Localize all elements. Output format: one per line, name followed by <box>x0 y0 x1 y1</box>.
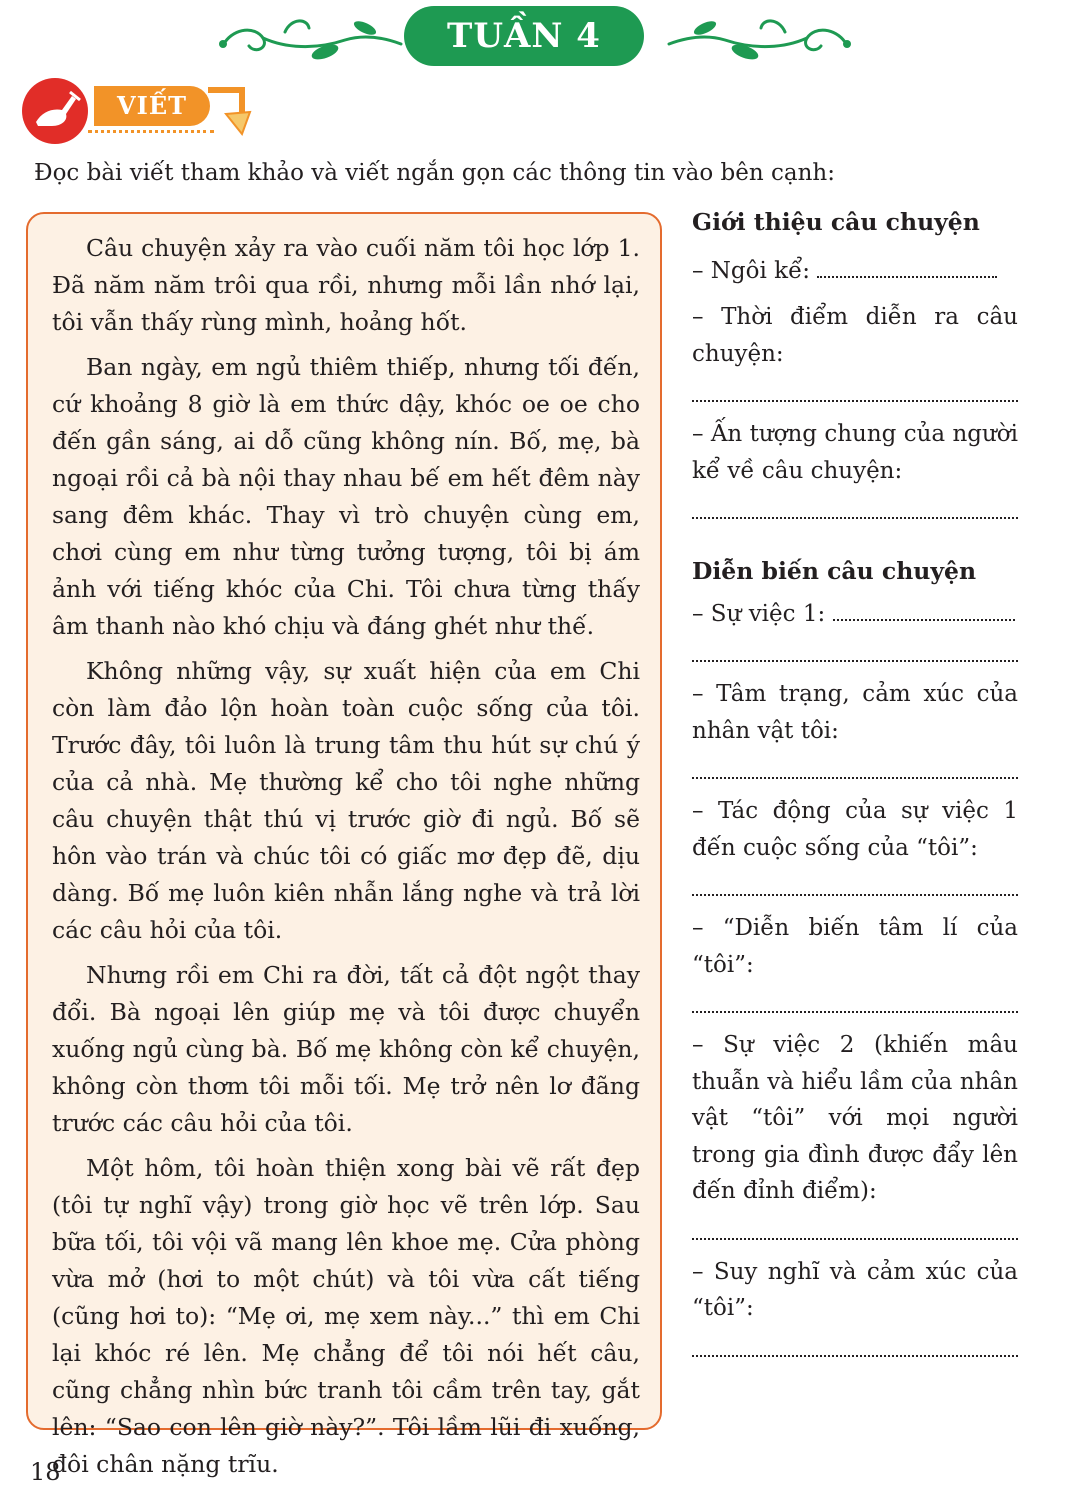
story-paragraph: Nhưng rồi em Chi ra đời, tất cả đột ngột thay đổi. Bà ngoại lên giúp mẹ và tôi được chuyển xuống ngủ cùng bà. Bố mẹ không còn kể chuyện, không còn thơm tôi mỗi tối. Mẹ trở nên lơ đãng trước các câu hỏi của tôi. <box>52 961 640 1137</box>
week-title: TUẦN 4 <box>404 6 644 66</box>
narrator-prompt <box>692 253 1018 290</box>
story-paragraph: Câu chuyện xảy ra vào cuối năm tôi học lớp 1. Đã năm năm trôi qua rồi, nhưng mỗi lần nhớ lại, tôi vẫn thấy rùng mình, hoảng hốt. <box>52 234 640 336</box>
time-answer-line[interactable] <box>692 380 1018 402</box>
narrator-label: – Ngôi kể: <box>692 257 811 284</box>
impression-answer-line[interactable] <box>692 497 1018 519</box>
impression-prompt: – Ấn tượng chung của người kể về câu chuyện: <box>692 421 1018 484</box>
impact-prompt: – Tác động của sự việc 1 đến cuộc sống của “tôi”: <box>692 798 1018 861</box>
narrator-answer-line[interactable] <box>817 256 997 278</box>
impact-answer-line[interactable] <box>692 874 1018 896</box>
thoughts-answer-line[interactable] <box>692 1335 1018 1357</box>
story-paragraph: Không những vậy, sự xuất hiện của em Chi còn làm đảo lộn hoàn toàn cuộc sống của tôi. Trước đây, tôi luôn là trung tâm thu hút sự chú ý của cả nhà. Mẹ thường kể cho tôi nghe những câu chuyện thật thú vị trước giờ đi ngủ. Bố sẽ hôn vào trán và chúc tôi có giấc mơ đẹp đẽ, dịu dàng. Bố mẹ luôn kiên nhẫn lắng nghe và trả lời các câu hỏi của tôi. <box>52 657 640 944</box>
time-prompt: – Thời điểm diễn ra câu chuyện: <box>692 304 1018 367</box>
event1-answer-line-2[interactable] <box>692 640 1018 662</box>
intro-heading: Giới thiệu câu chuyện <box>692 208 980 236</box>
corner-arrow-icon <box>204 86 252 142</box>
development-heading: Diễn biến câu chuyện <box>692 557 977 585</box>
event1-prompt <box>692 596 1018 633</box>
event2-prompt: – Sự việc 2 (khiến mâu thuẫn và hiểu lầm của nhân vật “tôi” với mọi người trong gia đình được đẩy lên đến đỉnh điểm): <box>692 1032 1018 1204</box>
mood-prompt: – Tâm trạng, cảm xúc của nhân vật tôi: <box>692 681 1018 744</box>
story-paragraph: Một hôm, tôi hoàn thiện xong bài vẽ rất đẹp (tôi tự nghĩ vậy) trong giờ học vẽ trên lớp. Sau bữa tối, tôi vội vã mang lên khoe mẹ. Cửa phòng vừa mở (hơi to một chút) và tôi vừa cất tiếng (cũng hơi to): “Mẹ ơi, mẹ xem này...” thì em Chi lại khóc ré lên. Mẹ chẳng để tôi nói hết câu, cũng chẳng nhìn bức tranh tôi cầm trên tay, gắt lên: “Sao con lên giờ này?”. Tôi lầm lũi đi xuống, đôi chân nặng trĩu. <box>52 1154 640 1478</box>
instruction-text: Đọc bài viết tham khảo và viết ngắn gọn các thông tin vào bên cạnh: <box>34 160 835 186</box>
story-paragraph: Ban ngày, em ngủ thiêm thiếp, nhưng tối đến, cứ khoảng 8 giờ là em thức dậy, khóc oe oe cho đến gần sáng, ai dỗ cũng không nín. Bố, mẹ, bà ngoại rồi cả bà nội thay nhau bế em hết đêm này sang đêm khác. Thay vì trò chuyện cùng em, chơi cùng em như từng tưởng tượng, tôi bị ám ảnh với tiếng khóc của Chi. Tôi chưa từng thấy âm thanh nào khó chịu và đáng ghét như thế. <box>52 353 640 640</box>
event1-answer-line[interactable] <box>833 599 1015 621</box>
event1-label: – Sự việc 1: <box>692 600 826 627</box>
section-label: VIẾT <box>94 86 210 126</box>
thoughts-prompt: – Suy nghĩ và cảm xúc của “tôi”: <box>692 1258 1018 1321</box>
writing-hand-icon <box>22 78 88 144</box>
worksheet <box>692 204 1018 1357</box>
page-number: 18 <box>30 1458 61 1486</box>
section-underline <box>88 130 214 133</box>
event2-answer-line[interactable] <box>692 1218 1018 1240</box>
psychology-prompt: – “Diễn biến tâm lí của “tôi”: <box>692 915 1018 978</box>
psychology-answer-line[interactable] <box>692 991 1018 1013</box>
mood-answer-line[interactable] <box>692 757 1018 779</box>
